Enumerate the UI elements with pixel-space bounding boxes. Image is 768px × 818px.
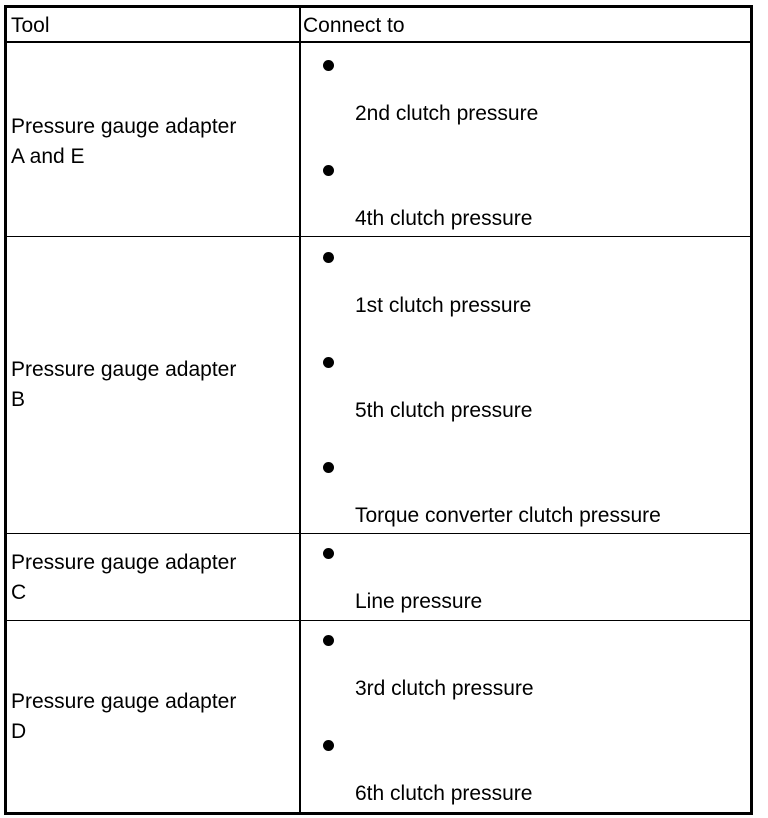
table-row bbox=[7, 45, 750, 237]
connection-label: Torque converter clutch pressure bbox=[355, 504, 661, 527]
tool-variant: D bbox=[11, 720, 27, 743]
tool-name: Pressure gauge adapter bbox=[11, 358, 237, 381]
tool-name: Pressure gauge adapter bbox=[11, 551, 237, 574]
table-row bbox=[7, 237, 750, 534]
tool-connection-table bbox=[4, 5, 753, 815]
bullet-icon bbox=[323, 548, 334, 559]
connection-label: 6th clutch pressure bbox=[355, 782, 533, 805]
connection-label: 4th clutch pressure bbox=[355, 207, 533, 230]
tool-variant: B bbox=[11, 388, 26, 411]
bullet-icon bbox=[323, 357, 334, 368]
connection-label: 3rd clutch pressure bbox=[355, 677, 534, 700]
tool-variant: C bbox=[11, 581, 27, 604]
tool-cell bbox=[11, 112, 291, 172]
bullet-icon bbox=[323, 635, 334, 646]
table-row bbox=[7, 621, 750, 812]
tool-cell bbox=[11, 355, 291, 415]
connection-label: Line pressure bbox=[355, 590, 483, 613]
connection-label: 5th clutch pressure bbox=[355, 399, 533, 422]
header-tool: Tool bbox=[11, 14, 50, 37]
table-header-row bbox=[7, 8, 750, 43]
bullet-icon bbox=[323, 252, 334, 263]
table-row bbox=[7, 534, 750, 621]
tool-name: Pressure gauge adapter bbox=[11, 690, 237, 713]
connection-label: 1st clutch pressure bbox=[355, 294, 532, 317]
tool-cell bbox=[11, 548, 291, 608]
tool-variant: A and E bbox=[11, 145, 85, 168]
tool-name: Pressure gauge adapter bbox=[11, 115, 237, 138]
bullet-icon bbox=[323, 165, 334, 176]
tool-cell bbox=[11, 687, 291, 747]
bullet-icon bbox=[323, 60, 334, 71]
header-connect-to: Connect to bbox=[303, 14, 405, 37]
bullet-icon bbox=[323, 740, 334, 751]
connection-label: 2nd clutch pressure bbox=[355, 102, 539, 125]
bullet-icon bbox=[323, 462, 334, 473]
